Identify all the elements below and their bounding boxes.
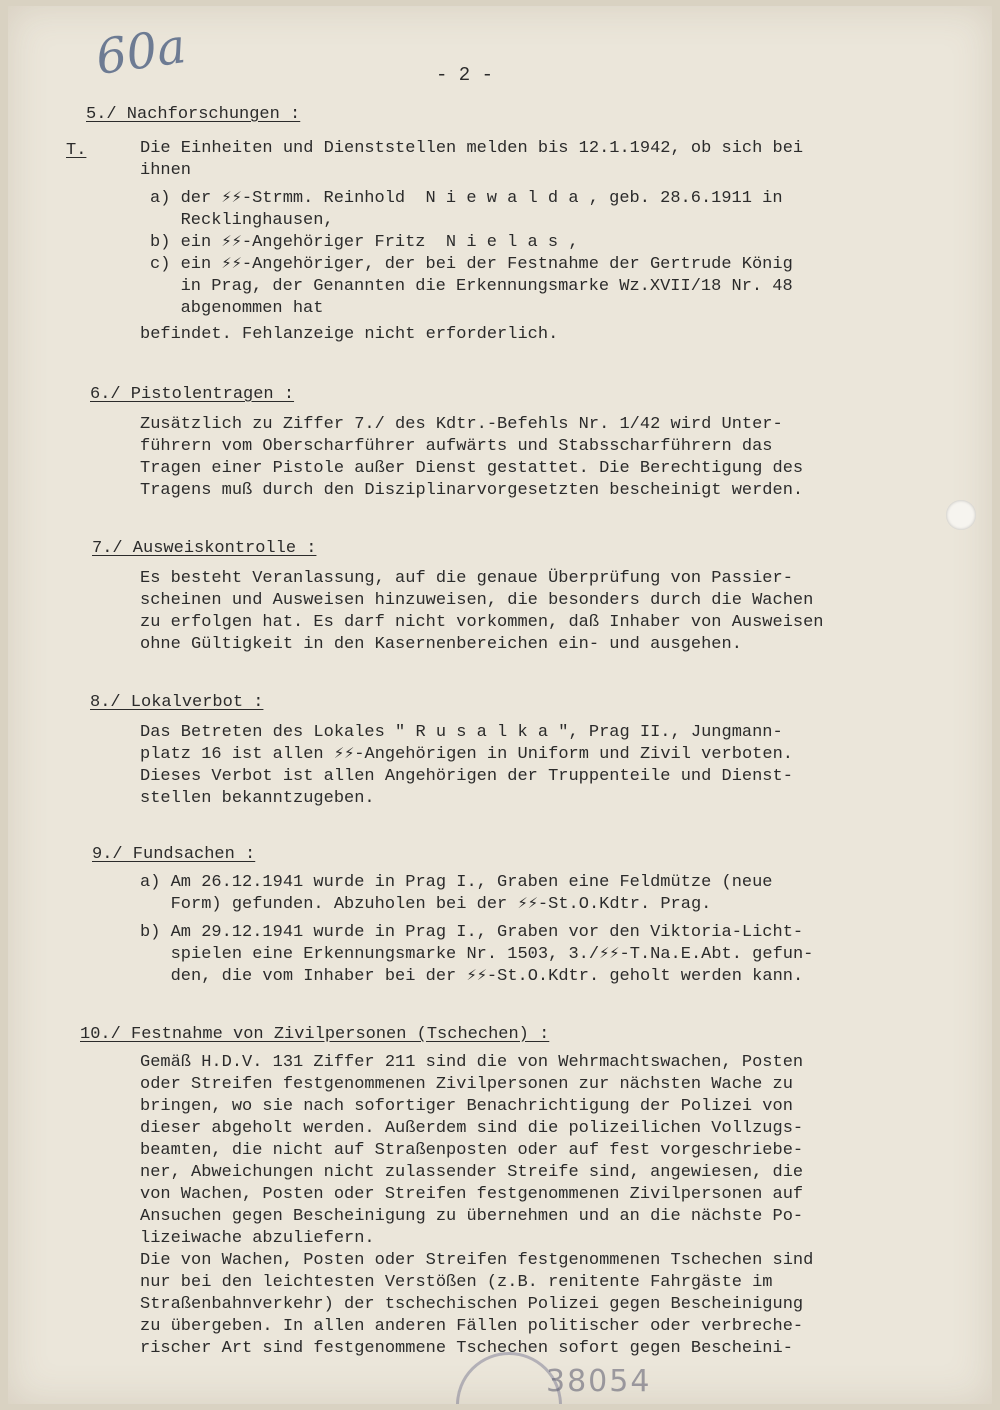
section-9-item-b-1: b) Am 29.12.1941 wurde in Prag I., Graben vor den Viktoria-Licht- (140, 923, 804, 942)
section-8-line-4: stellen bekanntzugeben. (140, 789, 375, 808)
section-10-line-13: zu übergeben. In allen anderen Fällen politischer oder verbreche- (140, 1317, 804, 1336)
section-10-line-5: beamten, die nicht auf Straßenposten oder auf fest vorgeschriebe- (140, 1141, 804, 1160)
handwritten-note: 60a (92, 18, 190, 86)
section-7-line-3: zu erfolgen hat. Es darf nicht vorkommen, daß Inhaber von Ausweisen (140, 613, 824, 632)
section-5-closing: befindet. Fehlanzeige nicht erforderlich. (140, 325, 559, 344)
section-7-line-4: ohne Gültigkeit in den Kasernenbereichen ein- und ausgehen. (140, 635, 742, 654)
section-8-heading: 8./ Lokalverbot : (90, 693, 264, 712)
section-5-item-c-2: in Prag, der Genannten die Erkennungsmarke Wz.XVII/18 Nr. 48 (150, 277, 793, 296)
section-6-line-4: Tragens muß durch den Disziplinarvorgesetzten bescheinigt werden. (140, 481, 804, 500)
section-5-item-a-1: a) der ⚡⚡-Strmm. Reinhold N i e w a l d a , geb. 28.6.1911 in (150, 189, 783, 208)
section-10-line-8: Ansuchen gegen Bescheinigung zu übernehmen und an die nächste Po- (140, 1207, 804, 1226)
section-10-line-7: von Wachen, Posten oder Streifen festgenommenen Zivilpersonen auf (140, 1185, 804, 1204)
section-6-line-3: Tragen einer Pistole außer Dienst gestattet. Die Berechtigung des (140, 459, 804, 478)
section-9-item-b-2: spielen eine Erkennungsmarke Nr. 1503, 3./⚡⚡-T.Na.E.Abt. gefun- (140, 945, 814, 964)
section-9-item-a-1: a) Am 26.12.1941 wurde in Prag I., Graben eine Feldmütze (neue (140, 873, 773, 892)
section-6-heading: 6./ Pistolentragen : (90, 385, 295, 404)
section-5-line-1: Die Einheiten und Dienststellen melden bis 12.1.1942, ob sich bei (140, 139, 804, 158)
stamp-number: 38054 (546, 1364, 652, 1399)
section-10-heading: 10./ Festnahme von Zivilpersonen (Tschechen) : (80, 1025, 550, 1044)
section-8-line-1: Das Betreten des Lokales " R u s a l k a ", Prag II., Jungmann- (140, 723, 783, 742)
section-10-line-11: nur bei den leichtesten Verstößen (z.B. renitente Fahrgäste im (140, 1273, 773, 1292)
section-8-line-3: Dieses Verbot ist allen Angehörigen der Truppenteile und Dienst- (140, 767, 793, 786)
section-5-marker: T. (66, 141, 87, 160)
section-10-line-1: Gemäß H.D.V. 131 Ziffer 211 sind die von Wehrmachtswachen, Posten (140, 1053, 804, 1072)
section-10-line-4: dieser abgeholt werden. Außerdem sind die polizeilichen Vollzugs- (140, 1119, 804, 1138)
section-9-heading: 9./ Fundsachen : (92, 845, 256, 864)
page-number: - 2 - (436, 64, 494, 86)
section-5-heading: 5./ Nachforschungen : (86, 105, 301, 124)
section-8-line-2: platz 16 ist allen ⚡⚡-Angehörigen in Uniform und Zivil verboten. (140, 745, 793, 764)
section-10-line-9: lizeiwache abzuliefern. (140, 1229, 375, 1248)
section-10-line-6: ner, Abweichungen nicht zulassender Streife sind, angewiesen, die (140, 1163, 804, 1182)
section-7-line-1: Es besteht Veranlassung, auf die genaue Überprüfung von Passier- (140, 569, 793, 588)
punch-hole (946, 500, 976, 530)
section-5-item-c-3: abgenommen hat (150, 299, 324, 318)
section-5-item-b-1: b) ein ⚡⚡-Angehöriger Fritz N i e l a s , (150, 233, 579, 252)
section-9-item-b-3: den, die vom Inhaber bei der ⚡⚡-St.O.Kdtr. geholt werden kann. (140, 967, 804, 986)
section-9-item-a-2: Form) gefunden. Abzuholen bei der ⚡⚡-St.O.Kdtr. Prag. (140, 895, 712, 914)
section-10-line-14: rischer Art sind festgenommene Tschechen sofort gegen Bescheini- (140, 1339, 793, 1358)
section-5-item-c-1: c) ein ⚡⚡-Angehöriger, der bei der Festnahme der Gertrude König (150, 255, 793, 274)
document-page (8, 6, 992, 1404)
section-5-line-2: ihnen (140, 161, 192, 180)
section-6-line-1: Zusätzlich zu Ziffer 7./ des Kdtr.-Befehls Nr. 1/42 wird Unter- (140, 415, 783, 434)
section-5-item-a-2: Recklinghausen, (150, 211, 334, 230)
section-7-line-2: scheinen und Ausweisen hinzuweisen, die besonders durch die Wachen (140, 591, 814, 610)
section-10-line-10: Die von Wachen, Posten oder Streifen festgenommenen Tschechen sind (140, 1251, 814, 1270)
section-10-line-2: oder Streifen festgenommenen Zivilpersonen zur nächsten Wache zu (140, 1075, 793, 1094)
section-10-line-12: Straßenbahnverkehr) der tschechischen Polizei gegen Bescheinigung (140, 1295, 804, 1314)
section-10-line-3: bringen, wo sie nach sofortiger Benachrichtigung der Polizei von (140, 1097, 793, 1116)
section-6-line-2: führern vom Oberscharführer aufwärts und Stabsscharführern das (140, 437, 773, 456)
section-7-heading: 7./ Ausweiskontrolle : (92, 539, 317, 558)
